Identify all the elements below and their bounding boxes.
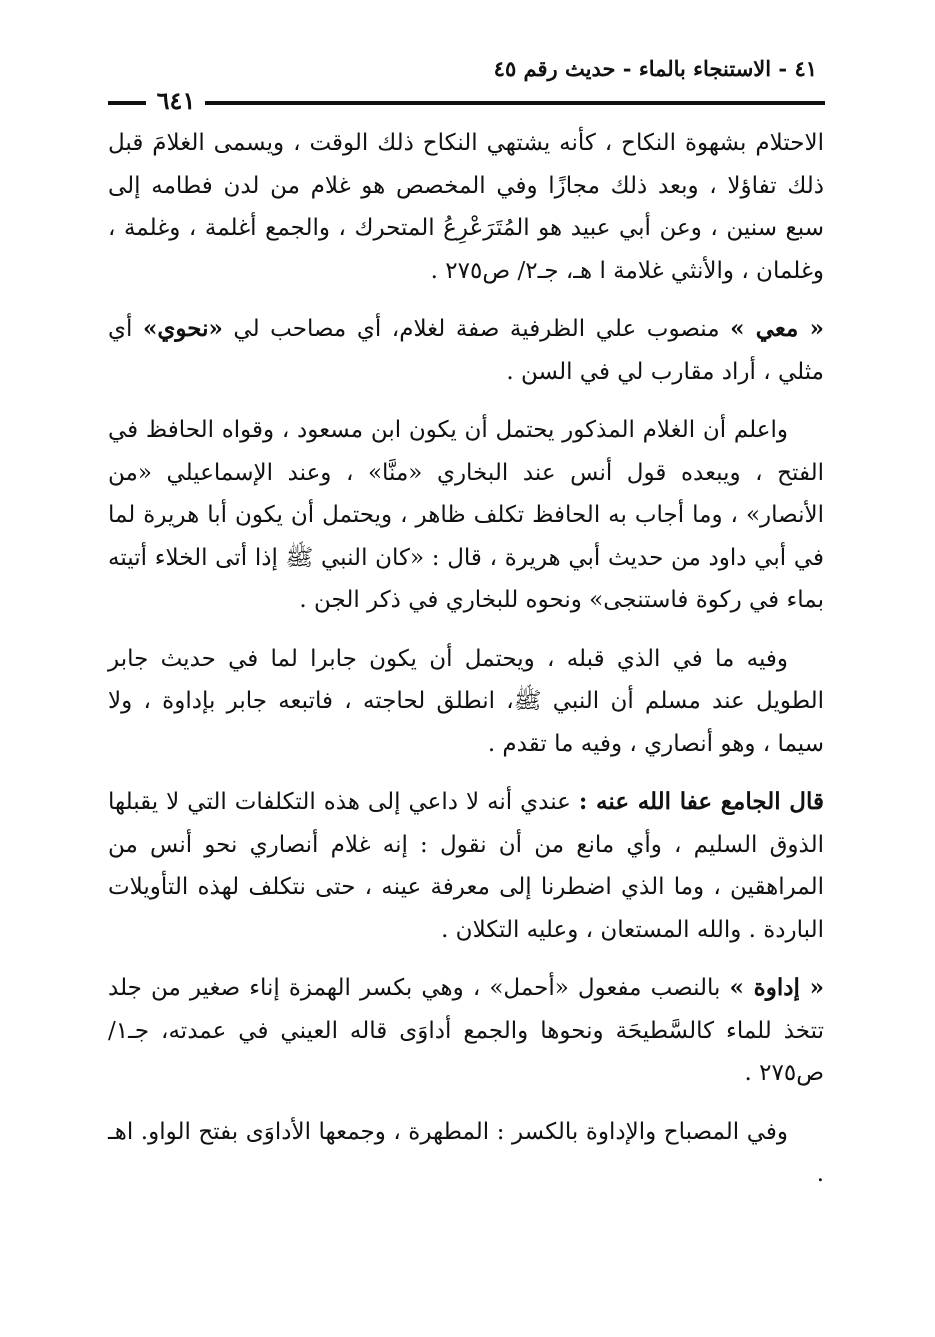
paragraph-1: الاحتلام بشهوة النكاح ، كأنه يشتهي النكاح ذلك الوقت ، ويسمى الغلامَ قبل ذلك تفاؤلا ، وبعد ذلك مجازًا وفي المخصص هو غلام من لدن فطامه إلى سبع سنين ، وعن أبي عبيد هو المُتَرَعْرِعُ المتحرك ، والجمع أغلمة ، وغلمة ، وغلمان ، والأنثي غلامة ا هـ، جـ٢/ ص٢٧٥ . (108, 130, 824, 284)
paragraph-6 (108, 967, 824, 1095)
paragraph-6-text: بالنصب مفعول «أحمل» ، وهي بكسر الهمزة إناء صغير من جلد تتخذ للماء كالسَّطيحَة ونحوها والجمع أداوَى قاله العيني في عمدته، جـ١/ ص٢٧٥ . (108, 975, 824, 1086)
header-rule-short (108, 101, 146, 105)
paragraph-2-text-b: أي مثلي ، أراد مقارب لي في السن . (108, 316, 824, 385)
paragraph-2 (108, 308, 824, 393)
page-number: ٦٤١ (156, 86, 196, 115)
compiler-note-lead: قال الجامع عفا الله عنه : (578, 788, 824, 815)
paragraph-3: واعلم أن الغلام المذكور يحتمل أن يكون ابن مسعود ، وقواه الحافظ في الفتح ، ويبعده قول أنس عند البخاري «منَّا» ، وعند الإسماعيلي «من الأنصار» ، وما أجاب به الحافظ تكلف ظاهر ، ويحتمل أن يكون أبا هريرة لما في أبي داود من حديث أبي هريرة ، قال : «كان النبي ﷺ إذا أتى الخلاء أتيته بماء في ركوة فاستنجى» ونحوه للبخاري في ذكر الجن . (108, 417, 824, 613)
paragraph-4: وفيه ما في الذي قبله ، ويحتمل أن يكون جابرا لما في حديث جابر الطويل عند مسلم أن النبي ﷺ، انطلق لحاجته ، فاتبعه جابر بإداوة ، ولا سيما ، وهو أنصاري ، وفيه ما تقدم . (108, 645, 824, 757)
body-text (108, 122, 824, 1212)
paragraph-2-text-a: منصوب علي الظرفية صفة لغلام، أي مصاحب لي (222, 316, 731, 342)
paragraph-5-text: عندي أنه لا داعي إلى هذه التكلفات التي لا يقبلها الذوق السليم ، وأي مانع من أن نقول : إنه غلام أنصاري نحو أنس من المراهقين ، وما الذي اضطرنا إلى معرفة عينه ، حتى نتكلف لهذه التأويلات الباردة . والله المستعان ، وعليه التكلان . (108, 789, 824, 943)
term-idawa: « إداوة » (729, 974, 824, 1001)
paragraph-5 (108, 781, 824, 951)
term-nahwi: «نحوي» (142, 315, 223, 342)
running-header-title: ٤١ - الاستنجاء بالماء - حديث رقم ٤٥ (493, 56, 817, 81)
term-mai: « معي » (730, 315, 824, 342)
paragraph-7: وفي المصباح والإداوة بالكسر : المطهرة ، وجمعها الأداوَى بفتح الواو. اهـ . (108, 1118, 824, 1187)
header-rule (205, 101, 825, 105)
